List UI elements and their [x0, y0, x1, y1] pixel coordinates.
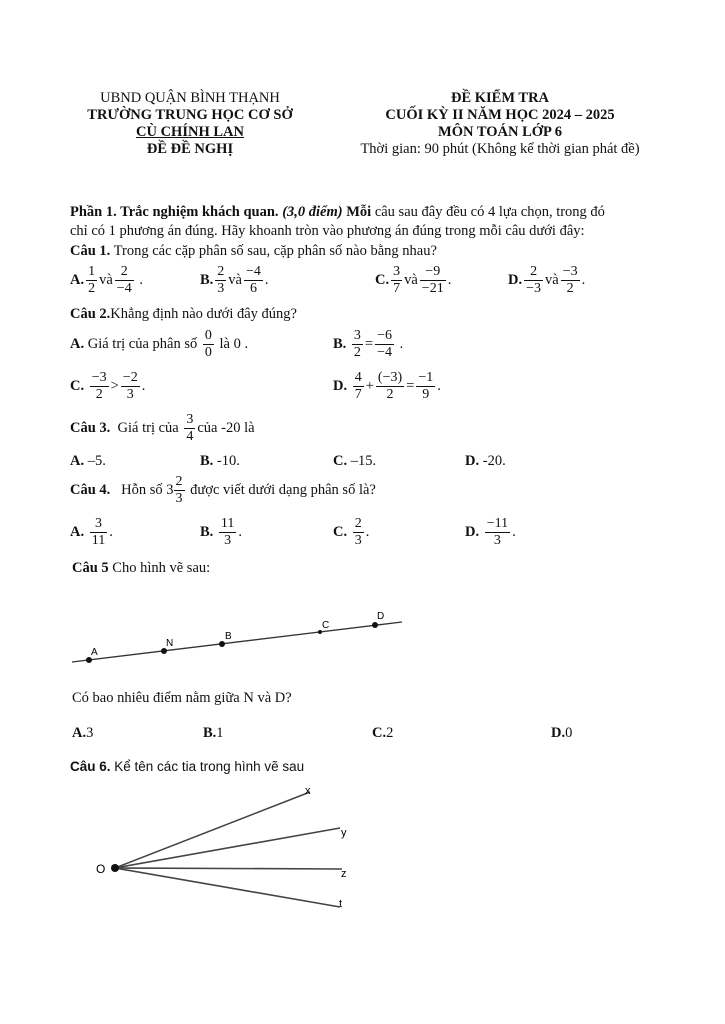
q4-option-a: A. $\frac{3}{11}$ .	[70, 516, 113, 548]
part1-points: (3,0 điểm)	[282, 204, 343, 220]
q2-option-c: C. $\frac{-3}{2}$ > $\frac{-2}{3}$ .	[70, 370, 146, 402]
part1-lead: Mỗi	[346, 204, 372, 220]
q3-option-c: C. –15.	[333, 453, 377, 469]
q1-b-label: B.	[200, 272, 214, 288]
q2-text: Khẳng định nào dưới đây đúng?	[110, 306, 297, 322]
header-school-name: CÙ CHÍNH LAN	[136, 124, 244, 140]
fraction: $\frac{3}{11}$	[91, 516, 106, 548]
ray-oz	[115, 868, 342, 869]
q4-option-d: D. $\frac{-11}{3}$ .	[465, 516, 516, 548]
q1-va: và	[228, 272, 242, 288]
header-proposal: ĐỀ ĐỀ NGHỊ	[146, 141, 234, 157]
label-y: y	[341, 827, 347, 839]
fraction: $\frac{2}{3}$	[354, 516, 362, 548]
q2-c-label: C.	[70, 378, 85, 394]
fraction: $\frac{-6}{-4}$	[377, 328, 393, 360]
q5-option-d: D.0	[551, 725, 573, 741]
label-b: B	[225, 631, 232, 642]
q6-label: Câu 6.	[70, 759, 111, 774]
q2-a-label: A.	[70, 336, 85, 352]
q3-option-a: A. –5.	[70, 453, 106, 469]
label-z: z	[341, 868, 347, 880]
q1-va: và	[99, 272, 113, 288]
q1-va: và	[545, 272, 559, 288]
q3-text1: Giá trị của	[117, 420, 179, 436]
q5-figure	[0, 600, 725, 675]
q2-option-b: B. $\frac{3}{2}$ = $\frac{-6}{-4}$ .	[333, 328, 404, 360]
fraction: $\frac{(-3)}{2}$	[377, 370, 403, 402]
q1-label: Câu 1.	[70, 243, 111, 259]
q1-option-d: D. $\frac{2}{-3}$ và $\frac{-3}{2}$ .	[508, 264, 586, 296]
q4-whole: 3	[166, 482, 174, 498]
q2-b-label: B.	[333, 336, 347, 352]
fraction: $\frac{0}{0}$	[204, 328, 212, 360]
fraction: $\frac{1}{2}$	[88, 264, 96, 296]
part1-text1: câu sau đây đều có 4 lựa chọn, trong đó	[374, 204, 605, 220]
q2-d-label: D.	[333, 378, 348, 394]
fraction: $\frac{2}{-4}$	[116, 264, 132, 296]
label-d: D	[377, 611, 385, 622]
label-t: t	[339, 898, 343, 910]
fraction: $\frac{-4}{6}$	[245, 264, 261, 296]
part1-text2a: chỉ có 1 phương án đúng	[70, 223, 214, 239]
q1-c-label: C.	[375, 272, 390, 288]
q4-option-c: C. $\frac{2}{3}$ .	[333, 516, 370, 548]
q1-text: Trong các cặp phân số sau, cặp phân số nào bằng nhau?	[113, 243, 437, 259]
q2-option-d: D. $\frac{4}{7}$ + $\frac{(-3)}{2}$ = $\frac{-1}{9}$ .	[333, 370, 441, 402]
label-a: A	[91, 647, 98, 658]
q1-option-a: A. $\frac{1}{2}$ và $\frac{2}{-4}$ .	[70, 264, 143, 296]
header-subject: MÔN TOÁN LỚP 6	[438, 124, 562, 140]
q2-option-a	[70, 328, 248, 361]
origin-point	[111, 864, 119, 872]
label-o: O	[96, 862, 106, 876]
q5-text: Cho hình vẽ sau:	[112, 560, 211, 576]
q5-line	[72, 622, 402, 662]
point-d	[372, 622, 378, 628]
q1-va: và	[404, 272, 418, 288]
header-term: CUỐI KỲ II NĂM HỌC 2024 – 2025	[385, 107, 615, 123]
q6-figure	[0, 780, 725, 930]
ray-oy	[115, 828, 340, 868]
q5-question: Có bao nhiêu điểm nằm giữa N và D?	[72, 690, 292, 706]
fraction: $\frac{2}{3}$	[175, 474, 183, 506]
q3-option-d: D. -20.	[465, 453, 506, 469]
q3-question	[70, 412, 255, 445]
fraction: $\frac{-3}{2}$	[91, 370, 107, 402]
fraction: $\frac{3}{7}$	[393, 264, 401, 296]
part1-title: Phần 1. Trắc nghiệm khách quan.	[70, 204, 279, 220]
q6-text: Kể tên các tia trong hình vẽ sau	[114, 759, 305, 774]
q1-d-label: D.	[508, 272, 523, 288]
q2-a-text1: Giá trị của phân số	[87, 336, 198, 352]
fraction: $\frac{2}{-3}$	[526, 264, 542, 296]
q4-text1: Hỗn số	[121, 482, 163, 498]
fraction: $\frac{4}{7}$	[354, 370, 362, 402]
ray-ot	[115, 868, 340, 907]
header-exam-title: ĐỀ KIỂM TRA	[450, 90, 550, 106]
fraction: $\frac{2}{3}$	[217, 264, 225, 296]
label-x: x	[305, 785, 311, 797]
header-district: UBND QUẬN BÌNH THẠNH	[100, 90, 280, 106]
fraction: $\frac{3}{2}$	[353, 328, 361, 360]
q5-label: Câu 5	[72, 560, 109, 576]
q1-option-c: C. $\frac{3}{7}$ và $\frac{-9}{-21}$ .	[375, 264, 452, 296]
q5-option-b: B.1	[203, 725, 224, 741]
part1-text2b: . Hãy khoanh tròn vào phương án đúng trong mỗi câu dưới đây:	[214, 223, 585, 239]
q4-option-b: B. $\frac{11}{3}$ .	[200, 516, 243, 548]
q3-text2: của -20 là	[197, 420, 255, 436]
fraction: $\frac{-2}{3}$	[122, 370, 138, 402]
fraction: $\frac{-11}{3}$	[486, 516, 509, 548]
q1-a-label: A.	[70, 272, 85, 288]
q5-option-c: C.2	[372, 725, 394, 741]
fraction: $\frac{-9}{-21}$	[421, 264, 444, 296]
q4-question	[70, 474, 376, 507]
label-c: C	[322, 620, 330, 631]
q4-label: Câu 4.	[70, 482, 111, 498]
fraction: $\frac{11}{3}$	[220, 516, 235, 548]
fraction: $\frac{-1}{9}$	[418, 370, 434, 402]
q1-option-b: B. $\frac{2}{3}$ và $\frac{-4}{6}$ .	[200, 264, 269, 296]
q2-label: Câu 2.	[70, 306, 111, 322]
ray-ox	[115, 792, 310, 868]
header-school: TRƯỜNG TRUNG HỌC CƠ SỞ	[87, 107, 293, 123]
q3-label: Câu 3.	[70, 420, 111, 436]
fraction: $\frac{3}{4}$	[186, 412, 194, 444]
label-n: N	[166, 638, 174, 649]
q4-text2: được viết dưới dạng phân số là?	[190, 482, 376, 498]
q2-a-text2: là 0 .	[219, 336, 249, 352]
header-duration: Thời gian: 90 phút (Không kể thời gian phát đề)	[360, 141, 640, 157]
q3-option-b: B. -10.	[200, 453, 240, 469]
fraction: $\frac{-3}{2}$	[562, 264, 578, 296]
q5-option-a: A.3	[72, 725, 94, 741]
